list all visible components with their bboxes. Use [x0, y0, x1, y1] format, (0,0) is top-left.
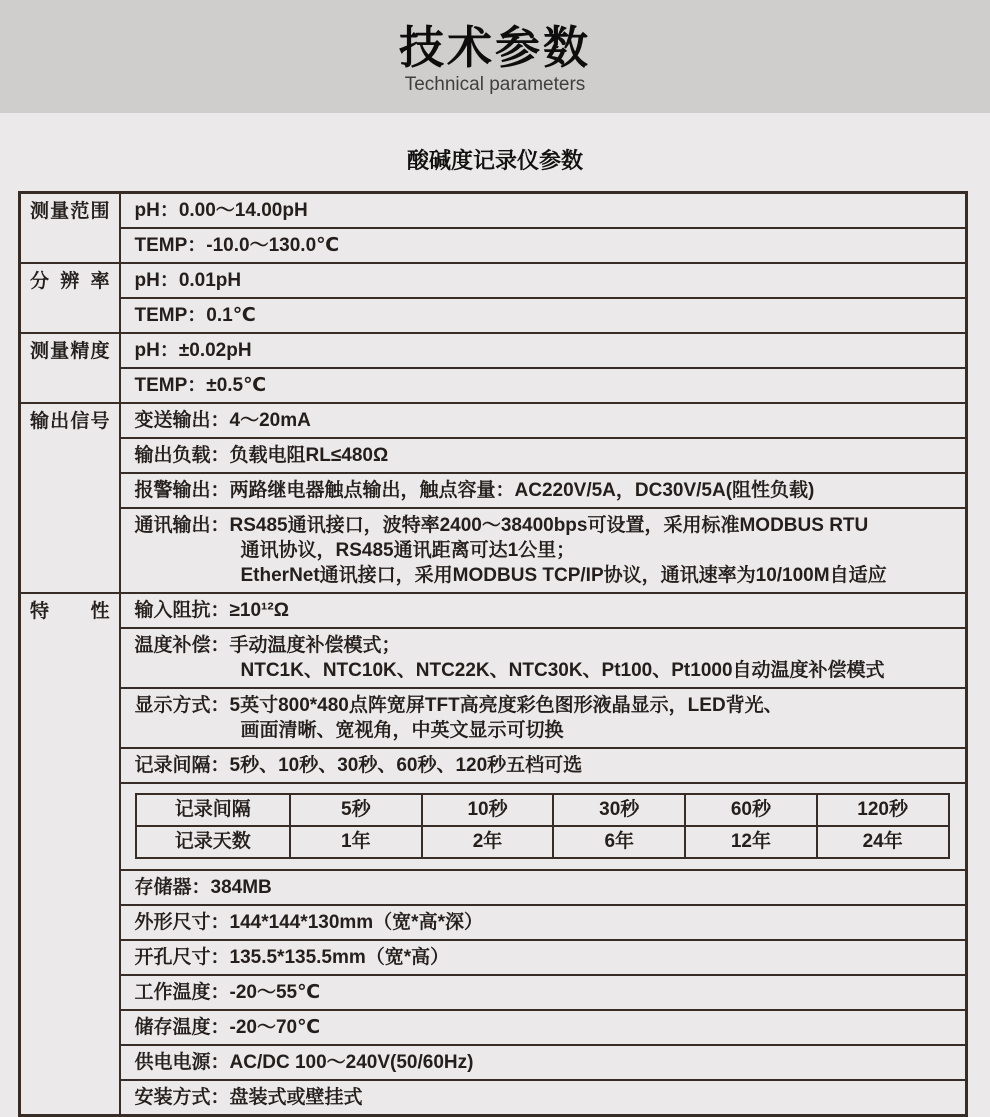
record-cell: 1年 — [290, 826, 422, 858]
table-row — [20, 870, 967, 905]
display-mode-line: 显示方式：5英寸800*480点阵宽屏TFT高亮度彩色图形液晶显示，LED背光、 — [134, 695, 783, 716]
spec-value-mounting: 安装方式：盘装式或壁挂式 — [120, 1080, 967, 1116]
spec-value-comm-output — [120, 508, 967, 593]
spec-value-cutout-size: 开孔尺寸：135.5*135.5mm（宽*高） — [120, 940, 967, 975]
spec-value-transmit-output: 变送输出：4～20mA — [120, 403, 967, 438]
group-label-accuracy: 测量精度 — [20, 333, 120, 403]
table-row — [20, 508, 967, 593]
spec-value-output-load: 输出负载：负载电阻RL≤480Ω — [120, 438, 967, 473]
spec-value-resolution-temp: TEMP：0.1℃ — [120, 298, 967, 333]
comm-output-line: EtherNet通讯接口，采用MODBUS TCP/IP协议，通讯速率为10/100M自适应 — [240, 565, 887, 586]
table-row — [20, 688, 967, 748]
record-cell: 5秒 — [290, 794, 422, 826]
spec-value-alarm-output: 报警输出：两路继电器触点输出，触点容量：AC220V/5A，DC30V/5A(阻性负载) — [120, 473, 967, 508]
record-cell: 24年 — [817, 826, 949, 858]
table-row — [20, 263, 967, 298]
spec-value-power-supply: 供电电源：AC/DC 100～240V(50/60Hz) — [120, 1045, 967, 1080]
record-interval-row — [136, 794, 949, 826]
spec-value-accuracy-ph: pH：±0.02pH — [120, 333, 967, 368]
record-cell: 12年 — [685, 826, 817, 858]
record-cell: 2年 — [422, 826, 554, 858]
spec-value-storage-temp: 储存温度：-20～70℃ — [120, 1010, 967, 1045]
table-row — [20, 628, 967, 688]
record-days-row — [136, 826, 949, 858]
table-row — [20, 783, 967, 870]
table-row — [20, 748, 967, 783]
table-row — [20, 333, 967, 368]
comm-output-line: 通讯输出：RS485通讯接口，波特率2400～38400bps可设置，采用标准MODBUS RTU — [134, 515, 869, 536]
display-mode-line: 画面清晰、宽视角，中英文显示可切换 — [240, 720, 564, 741]
record-cell: 6年 — [553, 826, 685, 858]
table-title: 酸碱度记录仪参数 — [406, 148, 583, 173]
record-cell: 120秒 — [817, 794, 949, 826]
spec-value-range-ph: pH：0.00～14.00pH — [120, 193, 967, 229]
group-label-resolution: 分辨率 — [20, 263, 120, 333]
record-cell: 60秒 — [685, 794, 817, 826]
table-row — [20, 368, 967, 403]
table-row — [20, 1010, 967, 1045]
table-row — [20, 1045, 967, 1080]
page-subtitle: Technical parameters — [404, 74, 586, 96]
record-table-cell — [120, 783, 967, 870]
table-row — [20, 298, 967, 333]
page-title: 技术参数 — [398, 21, 591, 73]
record-cell: 10秒 — [422, 794, 554, 826]
temp-comp-line: NTC1K、NTC10K、NTC22K、NTC30K、Pt100、Pt1000自动温度补偿模式 — [240, 660, 885, 681]
spec-value-accuracy-temp: TEMP：±0.5℃ — [120, 368, 967, 403]
group-label-features: 特性 — [20, 593, 120, 1116]
group-label-output-signal: 输出信号 — [20, 403, 120, 593]
spec-value-display-mode — [120, 688, 967, 748]
banner — [0, 0, 990, 113]
record-cell: 30秒 — [553, 794, 685, 826]
record-cell: 记录天数 — [136, 826, 290, 858]
table-row — [20, 905, 967, 940]
table-row — [20, 438, 967, 473]
table-row — [20, 593, 967, 628]
spec-value-memory: 存储器：384MB — [120, 870, 967, 905]
table-row — [20, 193, 967, 229]
table-row — [20, 403, 967, 438]
spec-value-working-temp: 工作温度：-20～55℃ — [120, 975, 967, 1010]
comm-output-line: 通讯协议，RS485通讯距离可达1公里； — [240, 540, 576, 561]
record-cell: 记录间隔 — [136, 794, 290, 826]
spec-value-record-interval: 记录间隔：5秒、10秒、30秒、60秒、120秒五档可选 — [120, 748, 967, 783]
temp-comp-line: 温度补偿：手动温度补偿模式； — [134, 635, 401, 656]
spec-value-temp-compensation — [120, 628, 967, 688]
group-label-measure-range: 测量范围 — [20, 193, 120, 264]
spec-value-dimensions: 外形尺寸：144*144*130mm（宽*高*深） — [120, 905, 967, 940]
table-row — [20, 473, 967, 508]
table-row — [20, 940, 967, 975]
record-capacity-table — [135, 793, 950, 859]
table-row — [20, 975, 967, 1010]
spec-table — [18, 191, 968, 1117]
spec-value-resolution-ph: pH：0.01pH — [120, 263, 967, 298]
spec-value-range-temp: TEMP：-10.0～130.0℃ — [120, 228, 967, 263]
table-row — [20, 1080, 967, 1116]
table-row — [20, 228, 967, 263]
spec-value-input-impedance: 输入阻抗：≥10¹²Ω — [120, 593, 967, 628]
